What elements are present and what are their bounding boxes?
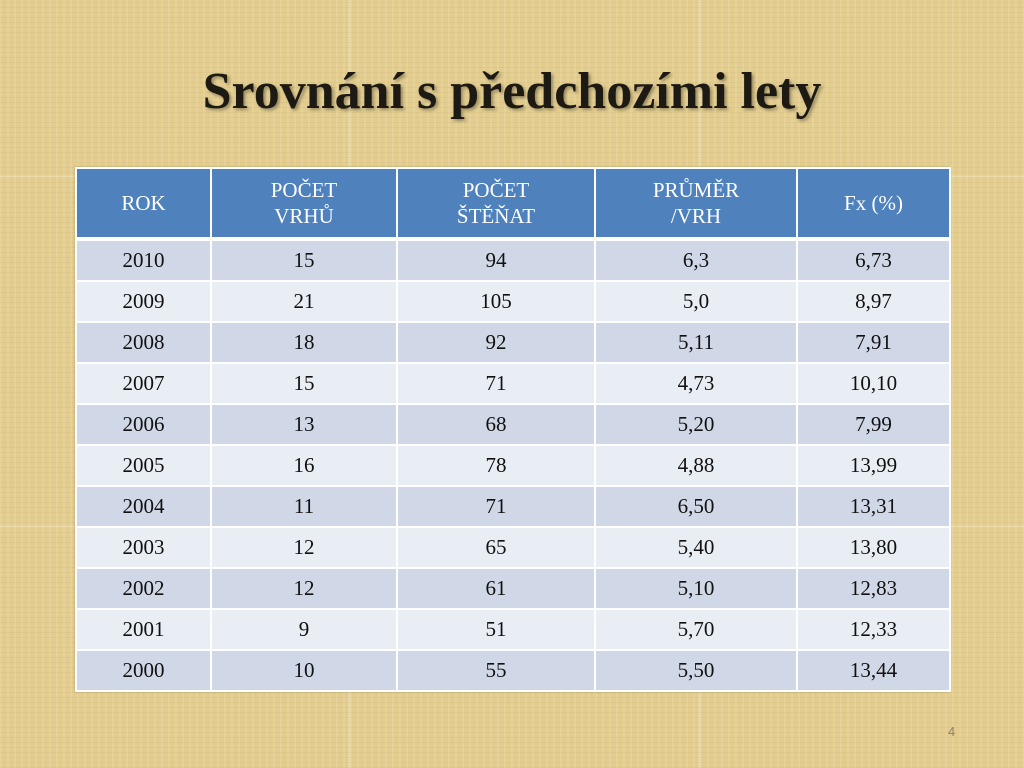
cell-pocet-vrhu: 15	[211, 363, 397, 404]
cell-fx: 7,99	[797, 404, 950, 445]
header-pocet-vrhu-line2: VRHŮ	[274, 204, 334, 228]
cell-pocet-stenat: 78	[397, 445, 595, 486]
cell-rok: 2003	[76, 527, 211, 568]
cell-prumer-vrh: 5,70	[595, 609, 797, 650]
header-pocet-stenat-line1: POČET	[462, 178, 530, 202]
cell-fx: 13,31	[797, 486, 950, 527]
header-rok-label: ROK	[121, 191, 166, 215]
cell-pocet-vrhu: 21	[211, 281, 397, 322]
header-pocet-vrhu-line1: POČET	[270, 178, 338, 202]
cell-fx: 13,99	[797, 445, 950, 486]
cell-pocet-vrhu: 15	[211, 239, 397, 281]
header-pocet-stenat-line2: ŠTĚŇAT	[456, 204, 536, 228]
header-prumer-vrh-line2: /VRH	[670, 204, 722, 228]
cell-pocet-stenat: 65	[397, 527, 595, 568]
header-prumer-vrh	[595, 168, 797, 239]
table-header-row	[76, 168, 950, 239]
cell-pocet-stenat: 92	[397, 322, 595, 363]
cell-rok: 2002	[76, 568, 211, 609]
table-row	[76, 404, 950, 445]
cell-rok: 2000	[76, 650, 211, 691]
cell-fx: 8,97	[797, 281, 950, 322]
cell-prumer-vrh: 6,50	[595, 486, 797, 527]
table-row	[76, 239, 950, 281]
table-row	[76, 568, 950, 609]
table-row	[76, 445, 950, 486]
cell-pocet-vrhu: 13	[211, 404, 397, 445]
header-fx	[797, 168, 950, 239]
cell-prumer-vrh: 4,88	[595, 445, 797, 486]
cell-pocet-vrhu: 16	[211, 445, 397, 486]
cell-prumer-vrh: 5,10	[595, 568, 797, 609]
table-row	[76, 486, 950, 527]
cell-pocet-vrhu: 12	[211, 568, 397, 609]
header-fx-label: Fx (%)	[844, 191, 903, 215]
cell-pocet-vrhu: 18	[211, 322, 397, 363]
cell-fx: 13,80	[797, 527, 950, 568]
cell-rok: 2008	[76, 322, 211, 363]
cell-prumer-vrh: 5,40	[595, 527, 797, 568]
header-rok	[76, 168, 211, 239]
cell-pocet-stenat: 71	[397, 363, 595, 404]
comparison-table-container	[75, 167, 949, 692]
slide-title: Srovnání s předchozími lety	[202, 63, 822, 120]
cell-prumer-vrh: 4,73	[595, 363, 797, 404]
cell-pocet-stenat: 61	[397, 568, 595, 609]
cell-fx: 10,10	[797, 363, 950, 404]
comparison-table	[75, 167, 951, 692]
page-number: 4	[948, 724, 956, 739]
table-row	[76, 650, 950, 691]
cell-rok: 2007	[76, 363, 211, 404]
cell-fx: 12,33	[797, 609, 950, 650]
cell-prumer-vrh: 5,0	[595, 281, 797, 322]
cell-fx: 13,44	[797, 650, 950, 691]
cell-prumer-vrh: 5,11	[595, 322, 797, 363]
header-pocet-vrhu	[211, 168, 397, 239]
cell-pocet-stenat: 51	[397, 609, 595, 650]
cell-pocet-stenat: 71	[397, 486, 595, 527]
cell-rok: 2005	[76, 445, 211, 486]
cell-prumer-vrh: 5,20	[595, 404, 797, 445]
table-row	[76, 322, 950, 363]
cell-pocet-stenat: 105	[397, 281, 595, 322]
cell-rok: 2009	[76, 281, 211, 322]
header-pocet-stenat	[397, 168, 595, 239]
cell-fx: 12,83	[797, 568, 950, 609]
cell-rok: 2010	[76, 239, 211, 281]
cell-fx: 6,73	[797, 239, 950, 281]
table-row	[76, 363, 950, 404]
table-row	[76, 281, 950, 322]
cell-pocet-stenat: 94	[397, 239, 595, 281]
header-prumer-vrh-line1: PRŮMĚR	[652, 178, 740, 202]
table-row	[76, 609, 950, 650]
cell-fx: 7,91	[797, 322, 950, 363]
cell-rok: 2004	[76, 486, 211, 527]
cell-pocet-stenat: 68	[397, 404, 595, 445]
cell-pocet-vrhu: 12	[211, 527, 397, 568]
cell-pocet-vrhu: 9	[211, 609, 397, 650]
cell-pocet-stenat: 55	[397, 650, 595, 691]
cell-prumer-vrh: 6,3	[595, 239, 797, 281]
cell-prumer-vrh: 5,50	[595, 650, 797, 691]
table-row	[76, 527, 950, 568]
cell-pocet-vrhu: 11	[211, 486, 397, 527]
table-body	[76, 239, 950, 691]
cell-pocet-vrhu: 10	[211, 650, 397, 691]
cell-rok: 2001	[76, 609, 211, 650]
cell-rok: 2006	[76, 404, 211, 445]
